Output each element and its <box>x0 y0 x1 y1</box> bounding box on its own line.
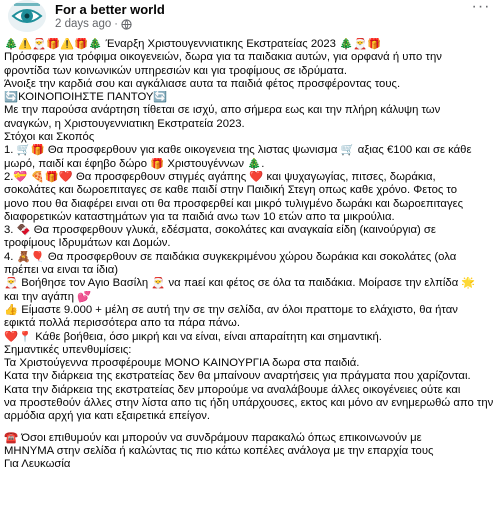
post-text-line: Πρόσφερε για τρόφιμα οικογενειών, δωρα για τα παιδακια αυτών, για ορφανά ή υπο την <box>4 51 442 64</box>
post-text-line: Στόχοι και Σκοπός <box>4 131 95 144</box>
post-text-line: και την αγάπη 💕 <box>4 290 92 303</box>
post-text-line: Άνοιξε την καρδιά σου και αγκάλιασε αυτα τα παιδιά φέτος προσφέροντας τους. <box>4 77 401 90</box>
post-text-line: Για Λευκωσία <box>4 458 71 471</box>
post-text-line: ☎️ Όσοι επιθυμούν και μπορούν να συνδράμουν παρακαλώ όπως επικοινωνούν με <box>4 431 422 444</box>
globe-icon <box>121 19 132 30</box>
post-text-line: φροντίδα των κοινωνικών υπηρεσιών και για τροφίμους σε ιδρύματα. <box>4 64 348 77</box>
post-timestamp[interactable]: 2 days ago <box>55 18 112 30</box>
post-text-line: 4. 🧸🎈 Θα προσφερθουν σε παιδάκια συγκεκριμένου χώρου δωράκια και σοκολάτες (ολα <box>4 250 457 263</box>
post-text-line: μονο που θα διαφέρει ειναι οτι θα προσφερθεί και μικρό τυλιγμένο δωράκι και δωροεπιταγες <box>4 197 464 210</box>
post-text-line: 🔄ΚΟΙΝΟΠΟΙΗΣΤΕ ΠΑΝΤΟΥ🔄 <box>4 91 168 104</box>
post-text-line: πρέπει να ειναι τα ίδια) <box>4 264 119 277</box>
post-meta <box>55 18 132 30</box>
meta-separator: · <box>114 18 118 30</box>
post-text-line: 1. 🛒🎁 Θα προσφερθουν για καθε οικογενεια της λιστας ψωνισμα 🛒 αξιας €100 και σε κάθε <box>4 144 472 157</box>
post-text-line: διαφορετικών καταστημάτων για τα παιδιά ανω των 10 ετών απο τα μικρούλια. <box>4 210 395 223</box>
post-text-line: να προστεθούν άλλες στην λίστα απο τις ήδη υπάρχουσες, εκτος και μόνο αν ενημερωθώ απο την <box>4 397 494 410</box>
post-text-line: Σημαντικές υπενθυμίσεις: <box>4 343 132 356</box>
post-text-line: 3. 🍫 Θα προσφερθουν γλυκά, εδέσματα, σοκολάτες και αναγκαία είδη (καινούργια) σε <box>4 224 436 237</box>
post-text-line: σοκολάτες και δωροεπιταγες σε καθε παιδί στην Παιδική Στεγη οπως καθε χρόνο. Φετος το <box>4 184 458 197</box>
blank-line <box>4 424 500 432</box>
post-text-line: Με την παρούσα ανάρτηση τίθεται σε ισχύ, απο σήμερα εως και την πλήρη κάλυψη των <box>4 104 441 117</box>
post-text-line: 🎅 Βοήθησε τον Αγιο Βασίλη 🎅 να πaεί και φέτος σε όλα τα παιδάκια. Μοίρασε την ελπίδα 🌟 <box>4 277 476 290</box>
post-text-line: Κατα την διάρκεια της εκστρατείας δεν μπορούμε να αναλάβουμε άλλες οικογένειες ούτε και <box>4 383 461 396</box>
post-text-line: ❤️📍 Κάθε βοήθεια, όσο μικρή και να είναι, είναι απαραίτητη και σημαντική. <box>4 330 382 343</box>
post-text-line: μωρό, παιδί και έφηβο δώρο 🎁 Χριστουγέννων 🎄. <box>4 157 265 170</box>
post-text-line: 2.💝 🍕🎁❤️ Θα προσφερθουν στιγμές αγάπης ❤️ και ψυχαγωγίας, πιτσες, δωράκια, <box>4 170 436 183</box>
post-text-line: 👍 Είμαστε 9.000 + μέλη σε αυτή την σε την σελίδα, αν όλοι πραττομε το ελάχιστο, θα ήταν <box>4 303 458 316</box>
post-text-line: εφικτά πολλά περισσότερα απο τα πάρα πάνω. <box>4 317 241 330</box>
post-text-line: τροφίμους Ιδρυμάτων και Δομών. <box>4 237 171 250</box>
post-text <box>0 38 500 472</box>
post-text-line: αρμόδια αρχή για κατι εξαιρετικά επείγον. <box>4 410 211 423</box>
more-options-button[interactable]: ··· <box>471 0 491 15</box>
post-text-line: ΜΗΝΥΜΑ στην σελίδα ή καλώντας τις πιο κάτω κοπέλες ανάλογα με την επαρχία τους <box>4 444 434 457</box>
post-text-line: αναγκών, η Χριστουγεννιατικη Εκστρατεία 2023. <box>4 117 245 130</box>
eye-logo-icon <box>8 0 46 32</box>
post-header <box>0 0 500 36</box>
post-text-line: 🎄⚠️🎅🎁⚠️🎁🎄 Έναρξη Χριστουγεννιατικης Εκστρατείας 2023 🎄🎅🎁 <box>4 38 382 50</box>
page-avatar[interactable] <box>8 0 46 32</box>
post-text-line: Τα Χριστούγεννα προσφέρουμε ΜΟΝΟ ΚΑΙΝΟΥΡΓΙΑ δωρα στα παιδιά. <box>4 357 360 370</box>
post-text-line: Κατα την διάρκεια της εκστρατείας δεν θα μπαίνουν αναρτήσεις για πράγματα που χαρίζονται. <box>4 370 471 383</box>
page-name-link[interactable]: For a better world <box>55 2 165 17</box>
